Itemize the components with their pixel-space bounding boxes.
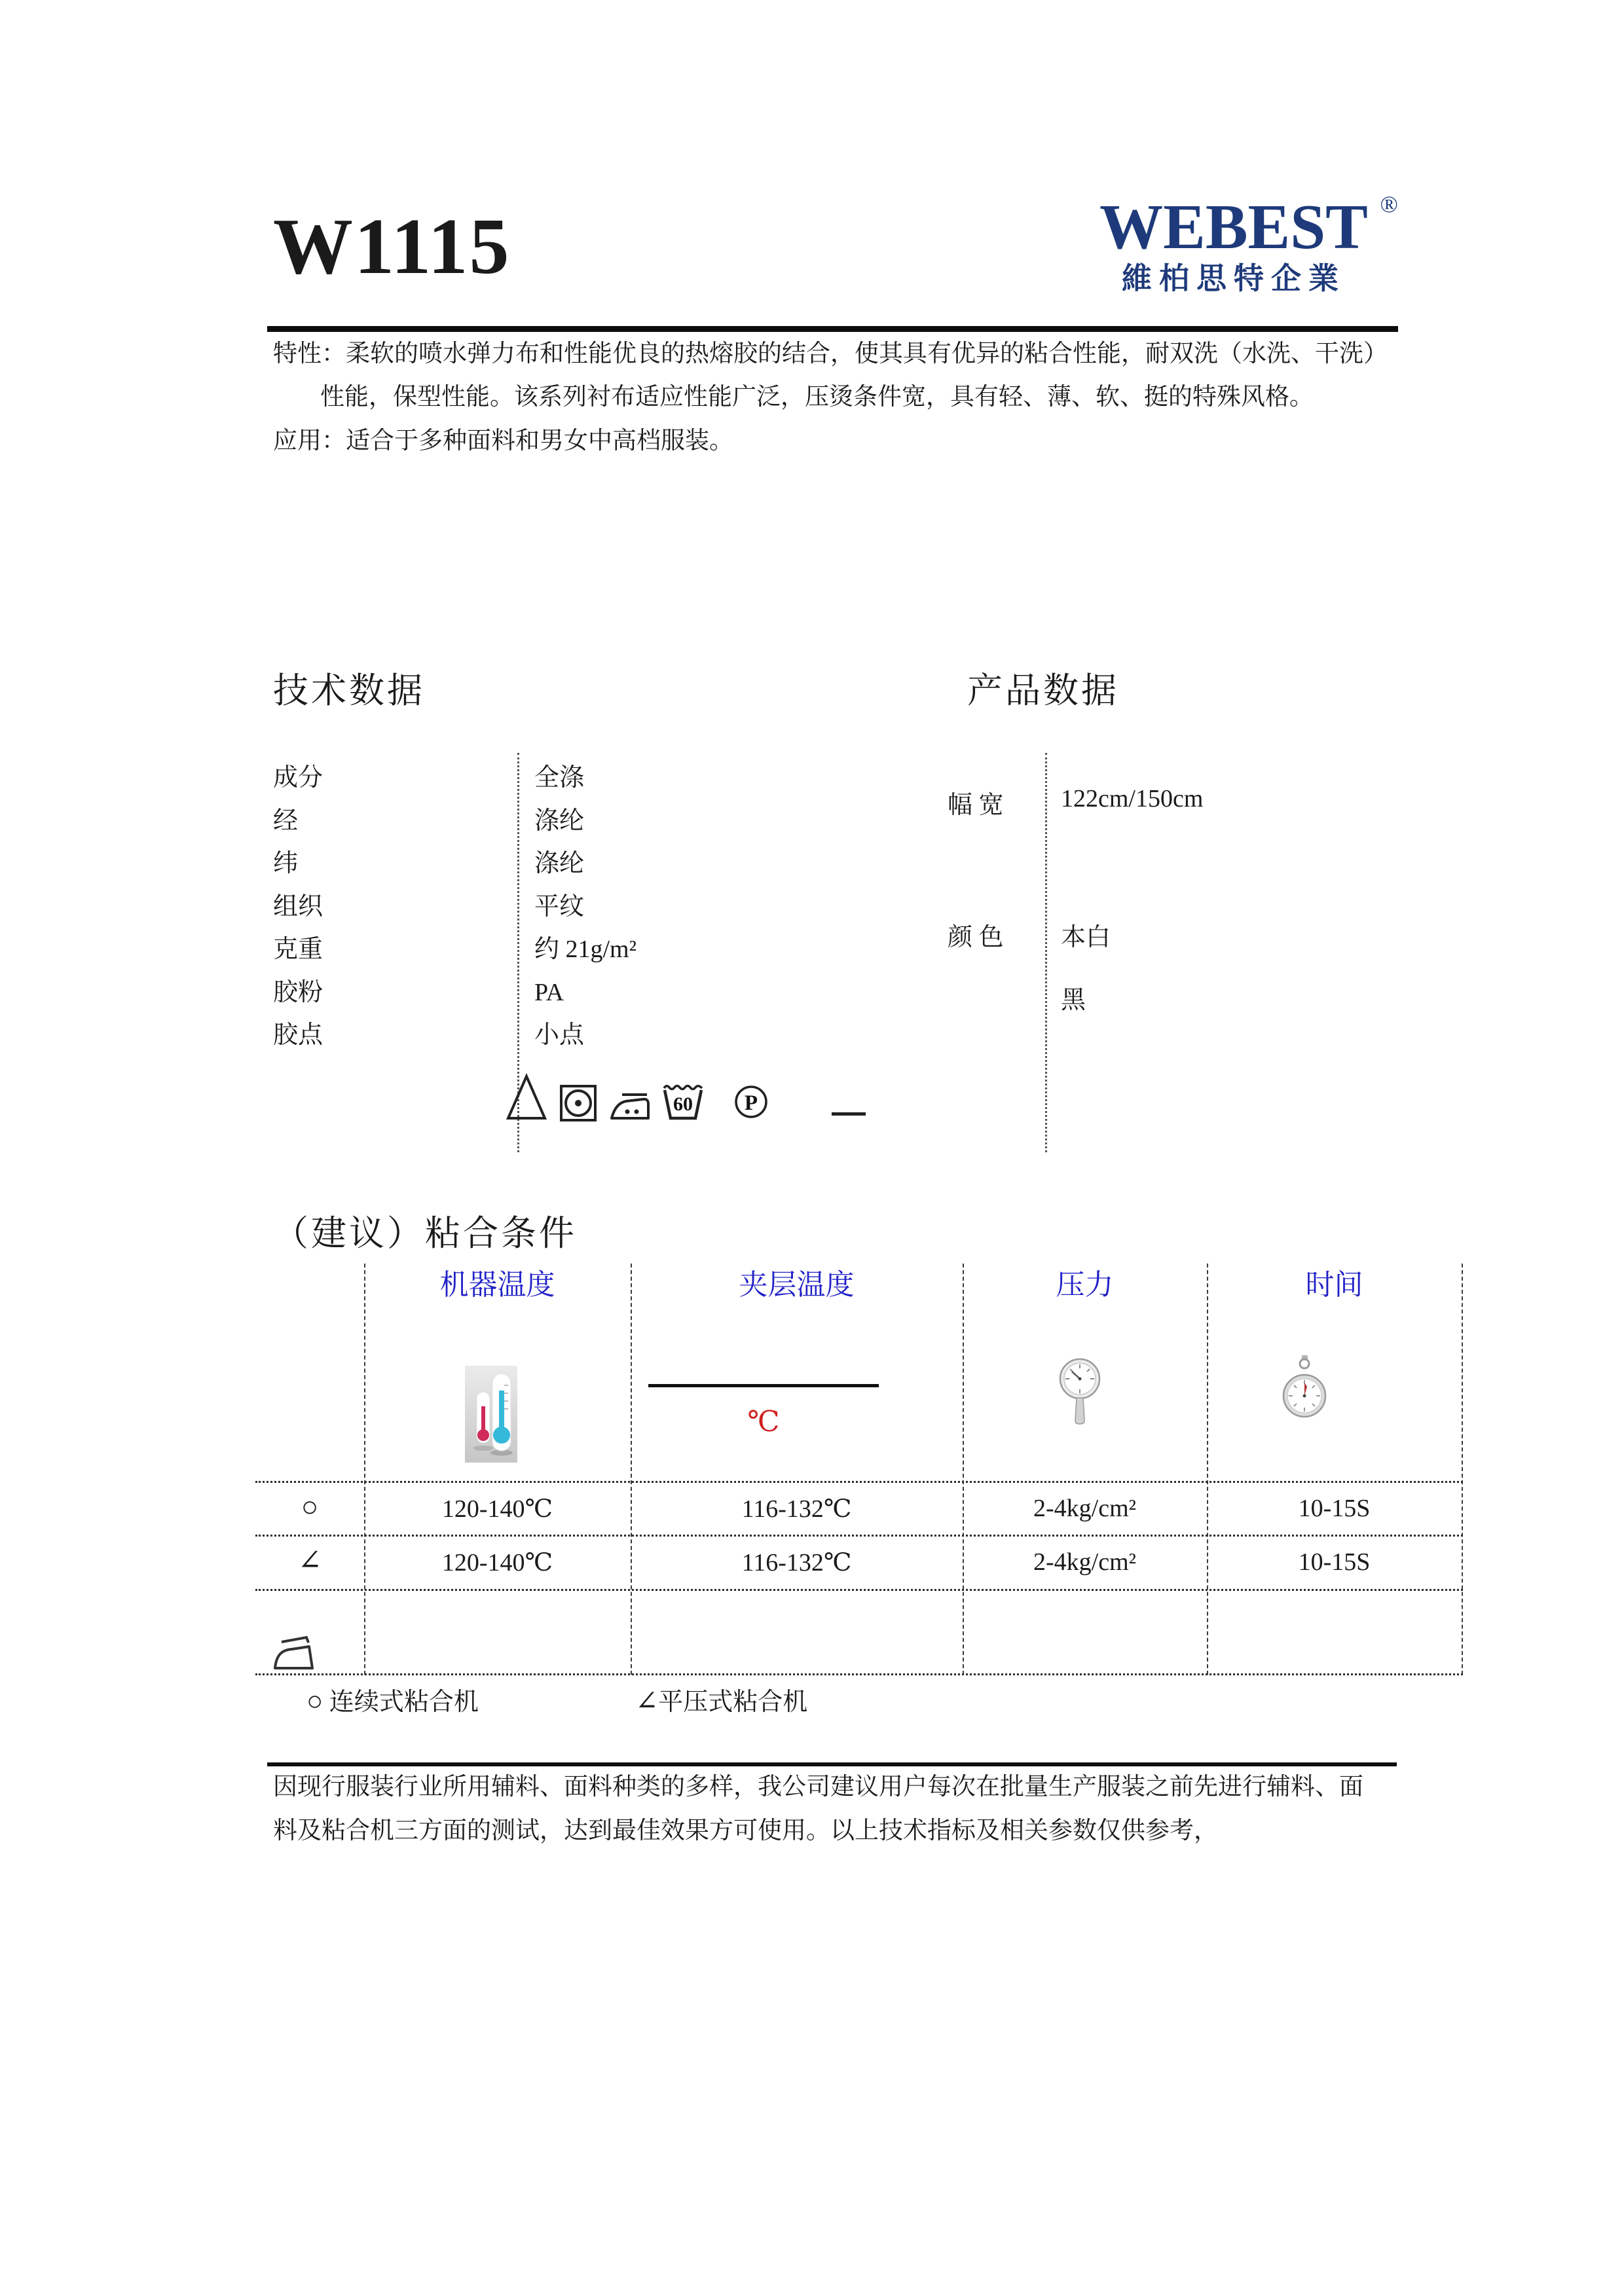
column-header-time: 时间 [1305,1269,1363,1301]
disclaimer-line-2: 料及粘合机三方面的测试，达到最佳效果方可使用。以上技术指标及相关参数仅供参考， [273,1817,1218,1844]
product-code-title: W1115 [273,202,511,291]
tech-row-value: 平纹 [534,892,585,920]
tech-data-labels [273,757,323,1057]
row2-pressure: 2-4kg/cm² [1033,1548,1137,1576]
circle-symbol: ○ [306,1686,323,1717]
width-value: 122cm/150cm [1061,785,1204,812]
iron-symbol-row3 [271,1631,317,1672]
product-data-heading: 产品数据 [967,671,1119,710]
bonding-col-border-3 [963,1264,964,1675]
bonding-row-border-4 [255,1673,1463,1675]
column-header-machine-temp: 机器温度 [439,1269,555,1301]
bonding-row-border-3 [255,1589,1463,1591]
tech-row-value: 涤纶 [534,850,585,877]
legend-item-flat-press [635,1681,807,1717]
angle-symbol: ∠ [635,1686,659,1717]
row1-interlayer-temp: 116-132℃ [741,1495,852,1523]
dry-clean-p-icon [733,1084,769,1120]
tech-row-label: 胶粉 [273,978,323,1006]
row1-time: 10-15S [1298,1495,1371,1522]
bonding-col-border-4 [1207,1264,1208,1675]
registered-trademark-icon: ® [1380,191,1398,217]
row1-machine-temp: 120-140℃ [441,1495,553,1523]
tech-data-values [534,757,637,1057]
feature-text-1: 柔软的喷水弹力布和性能优良的热熔胶的结合，使其具有优异的粘合性能，耐双洗（水洗、干洗） [346,340,1388,367]
tech-row-value: 小点 [534,1021,585,1049]
celsius-symbol: ℃ [747,1406,780,1438]
product-table-divider [1045,753,1047,1152]
bonding-conditions-heading: （建议）粘合条件 [273,1214,577,1253]
row1-pressure: 2-4kg/cm² [1033,1495,1137,1522]
disclaimer-line-1: 因现行服装行业所用辅料、面料种类的多样，我公司建议用户每次在批量生产服装之前先进行辅料、面 [273,1774,1363,1800]
bonding-row-border-1 [255,1481,1463,1483]
bleach-triangle-icon [506,1072,547,1122]
row1-machine-type-symbol: ○ [301,1491,319,1523]
color-label: 颜 色 [948,924,1004,951]
tech-row-label: 经 [273,807,299,835]
legend-item-continuous [306,1688,479,1716]
iron-two-dots-icon [609,1085,650,1122]
width-label: 幅 宽 [948,792,1004,819]
pressure-gauge-icon [1058,1351,1101,1431]
row2-machine-type-symbol: ∠ [297,1544,322,1576]
legend-label-flat-press: 平压式粘合机 [658,1688,808,1716]
tech-row-label: 克重 [273,936,323,963]
feature-line-1 [273,338,1388,370]
row2-machine-temp: 120-140℃ [441,1549,553,1576]
legend-label-continuous: 连续式粘合机 [329,1688,479,1716]
company-logo [1099,191,1398,295]
dry-flat-line-icon [832,1112,866,1116]
brand-wordmark [1099,191,1398,262]
dry-clean-letter: P [744,1091,758,1115]
tech-row-label: 胶点 [273,1021,323,1049]
bonding-col-border-2 [631,1264,632,1675]
interlayer-temp-line [648,1384,879,1387]
application-text: 适合于多种面料和男女中高档服装。 [346,428,733,454]
bonding-row-border-2 [255,1535,1463,1537]
tech-row-value: 约 21g/m² [534,936,637,963]
stopwatch-icon [1282,1354,1327,1426]
tech-row-value: 全涤 [534,764,585,792]
bonding-legend [306,1681,808,1717]
bonding-col-border-1 [364,1264,365,1675]
wash-temp-number: 60 [673,1093,693,1115]
bonding-col-border-5 [1462,1264,1463,1675]
tech-row-value: 涤纶 [534,807,585,835]
footer-divider [267,1762,1397,1766]
color-value-natural-white: 本白 [1061,924,1111,951]
tech-row-label: 组织 [273,892,323,920]
application-line [273,426,733,457]
care-symbols-row [506,1065,866,1122]
column-header-interlayer-temp: 夹层温度 [739,1269,855,1301]
column-header-pressure: 压力 [1056,1269,1114,1301]
brand-name: WEBEST [1099,192,1368,262]
tech-data-heading: 技术数据 [273,671,425,710]
application-label: 应用： [273,428,346,454]
tumble-dry-icon [559,1084,597,1122]
thermometer-image [465,1366,517,1463]
tech-row-label: 纬 [273,850,299,877]
tech-row-label: 成分 [273,764,323,792]
tech-row-value: PA [534,978,564,1006]
row2-time: 10-15S [1298,1548,1371,1576]
color-value-black: 黑 [1061,987,1086,1014]
row2-interlayer-temp: 116-132℃ [741,1549,852,1576]
company-name: 維柏思特企業 [1122,262,1346,295]
feature-line-2 [320,382,1314,413]
feature-label: 特性： [273,340,346,367]
header-divider [267,326,1398,332]
wash-60-icon [661,1079,705,1122]
feature-text-2: 性能，保型性能。该系列衬布适应性能广泛，压烫条件宽，具有轻、薄、软、挺的特殊风格。 [320,384,1314,410]
